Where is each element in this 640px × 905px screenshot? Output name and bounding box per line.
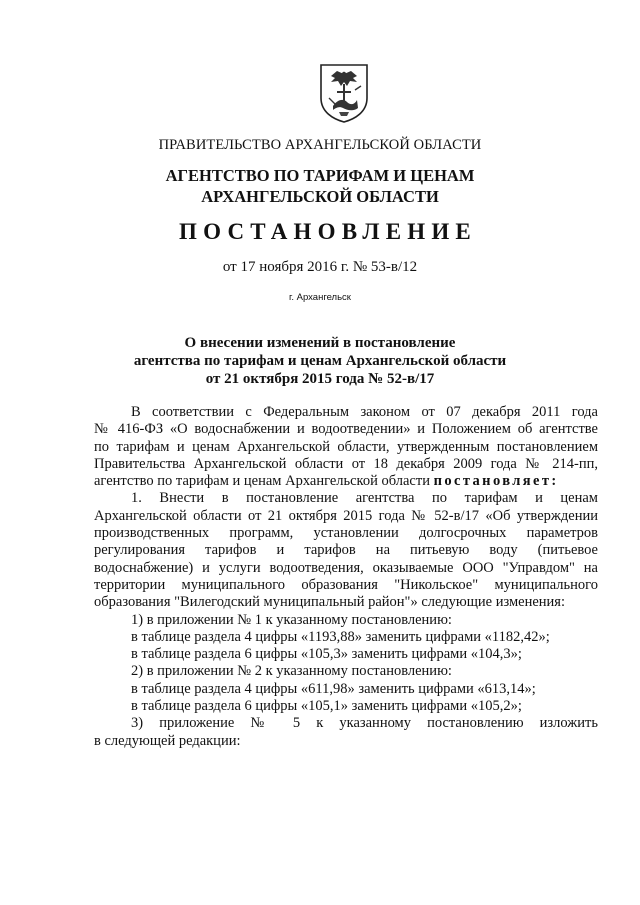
document-type-heading: ПОСТАНОВЛЕНИЕ: [179, 219, 477, 244]
document-body: [94, 404, 598, 750]
item1-heading: 1) в приложении № 1 к указанному постановлению:: [131, 611, 452, 628]
document-date-number: от 17 ноября 2016 г. № 53-в/12: [222, 259, 418, 275]
paragraph2-line1: 1. Внести в постановление агентства по тарифам и ценам: [131, 490, 598, 507]
paragraph1-line3: по тарифам и ценам Архангельской области, утвержденным постановлением: [94, 438, 598, 455]
paragraph2-line3: производственных программ, установлении долгосрочных параметров: [94, 525, 598, 542]
agency-title-line2: АРХАНГЕЛЬСКОЙ ОБЛАСТИ: [201, 187, 439, 206]
agency-title-line1: АГЕНТСТВО ПО ТАРИФАМ И ЦЕНАМ: [165, 166, 475, 185]
paragraph1-line5: [94, 473, 598, 490]
paragraph2-line7: образования "Вилегодский муниципальный район"» следующие изменения:: [94, 594, 565, 611]
subject-line3: от 21 октября 2015 года № 52-в/17: [205, 371, 435, 387]
item3-line2: в следующей редакции:: [94, 732, 241, 749]
item1-change-b: в таблице раздела 6 цифры «105,3» заменить цифрами «104,3»;: [131, 646, 522, 663]
document-city: г. Архангельск: [289, 292, 351, 303]
paragraph1-line2: № 416-ФЗ «О водоснабжении и водоотведении» и Положением об агентстве: [94, 421, 598, 438]
item2-change-b: в таблице раздела 6 цифры «105,1» заменить цифрами «105,2»;: [131, 698, 522, 715]
subject-line1: О внесении изменений в постановление: [184, 335, 456, 351]
government-title: ПРАВИТЕЛЬСТВО АРХАНГЕЛЬСКОЙ ОБЛАСТИ: [158, 137, 482, 153]
paragraph2-line5: водоснабжение) и услуги водоотведения, оказываемые ООО "Управдом" на: [94, 559, 598, 576]
subject-line2: агентства по тарифам и ценам Архангельской области: [133, 353, 507, 369]
paragraph2-line6: территории муниципального образования "Никольское" муниципального: [94, 576, 598, 593]
coat-of-arms-emblem: [317, 62, 371, 124]
paragraph1-line5-text: агентство по тарифам и ценам Архангельской области: [94, 473, 430, 490]
item3-line1: 3) приложение № 5 к указанному постановлению изложить: [131, 715, 598, 732]
paragraph1-line4: Правительства Архангельской области от 18 декабря 2009 года № 214-пп,: [94, 455, 598, 472]
item1-change-a: в таблице раздела 4 цифры «1193,88» заменить цифрами «1182,42»;: [131, 628, 550, 645]
item2-heading: 2) в приложении № 2 к указанному постановлению:: [131, 663, 452, 680]
item2-change-a: в таблице раздела 4 цифры «611,98» заменить цифрами «613,14»;: [131, 680, 536, 697]
resolves-word: постановляет:: [433, 473, 559, 490]
paragraph2-line4: регулирования тарифов и тарифов на питьевую воду (питьевое: [94, 542, 598, 559]
paragraph2-line2: Архангельской области от 21 октября 2015 года № 52-в/17 «Об утверждении: [94, 507, 598, 524]
paragraph1-line1: В соответствии с Федеральным законом от 07 декабря 2011 года: [131, 404, 598, 420]
